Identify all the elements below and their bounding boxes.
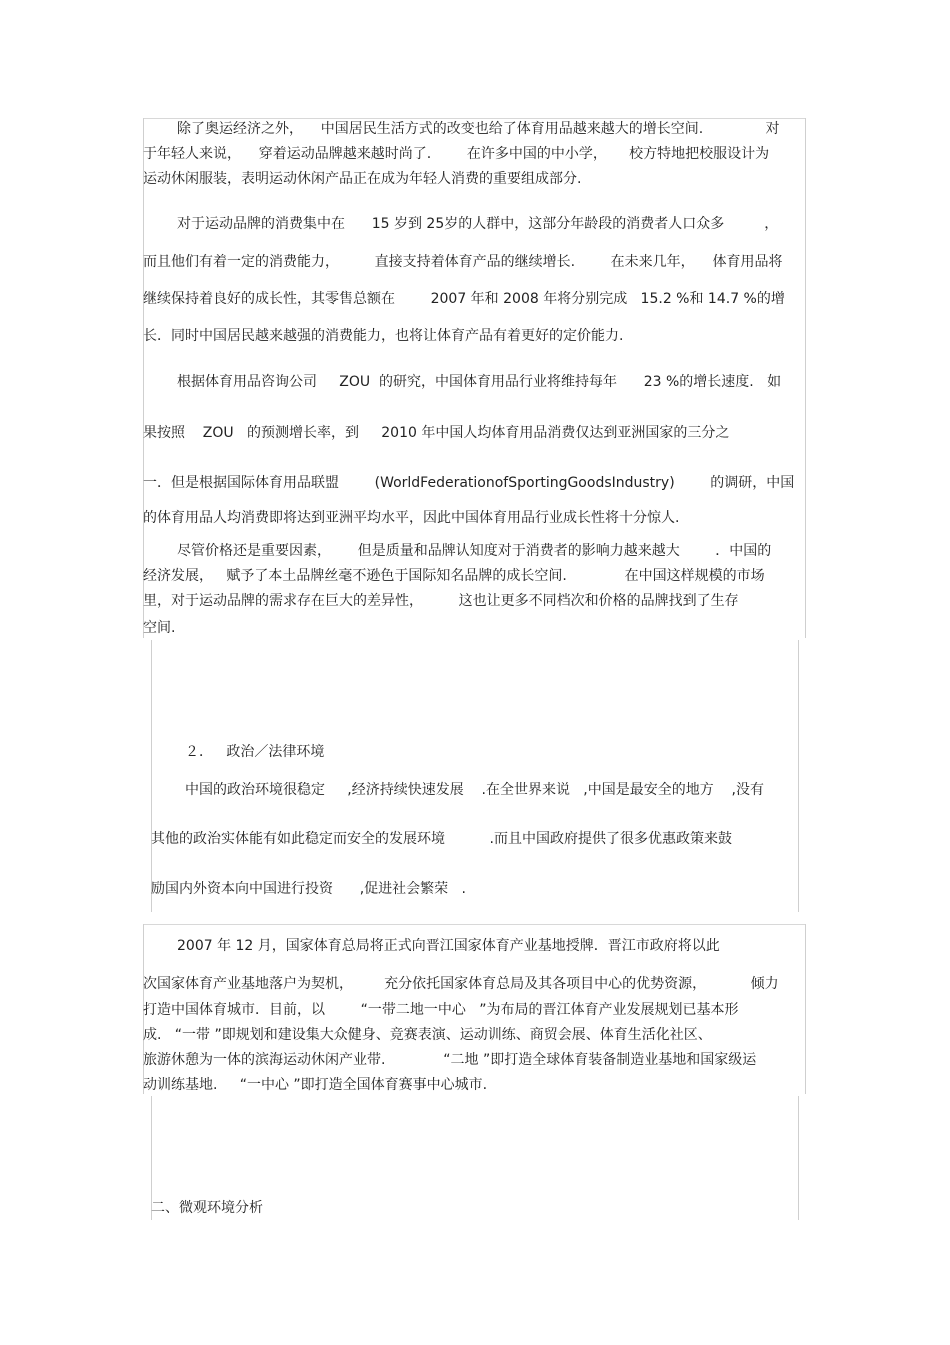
paragraph-4-line-4: 空间.	[143, 620, 176, 636]
frame-right-border-3	[805, 924, 806, 1094]
paragraph-6-line-5: 旅游休憩为一体的滨海运动休闲产业带. “二地 ”即打造全球体育装备制造业基地和国家级运	[143, 1052, 757, 1068]
paragraph-5-line-3: 励国内外资本向中国进行投资 ,促进社会繁荣 .	[151, 881, 466, 897]
frame-mid-border	[143, 924, 805, 925]
frame-right-border-4	[798, 1096, 799, 1220]
paragraph-6-line-4: 成. “一带 ”即规划和建设集大众健身、竞赛表演、运动训练、商贸会展、体育生活化社区、	[143, 1027, 712, 1043]
paragraph-6-line-1: 2007 年 12 月，国家体育总局将正式向晋江国家体育产业基地授牌．晋江市政府将以此	[177, 938, 720, 954]
paragraph-1-line-1: 除了奥运经济之外， 中国居民生活方式的改变也给了体育用品越来越大的增长空间. 对	[177, 121, 780, 137]
paragraph-5-line-1: 中国的政治环境很稳定 ,经济持续快速发展 .在全世界来说 ,中国是最安全的地方 ,没有	[185, 782, 765, 798]
frame-top-border	[143, 118, 805, 119]
frame-right-border-1	[805, 118, 806, 638]
paragraph-4-line-3: 里，对于运动品牌的需求存在巨大的差异性， 这也让更多不同档次和价格的品牌找到了生存	[143, 593, 739, 609]
frame-left-border-2	[151, 640, 152, 912]
paragraph-1-line-2: 于年轻人来说， 穿着运动品牌越来越时尚了. 在许多中国的中小学， 校方特地把校服设计为	[143, 146, 770, 162]
paragraph-2-line-1: 对于运动品牌的消费集中在 15 岁到 25岁的人群中，这部分年龄段的消费者人口众多 ，	[177, 216, 779, 232]
section-heading-political-legal: ２． 政治／法律环境	[185, 744, 325, 760]
frame-left-border-1	[143, 118, 144, 638]
paragraph-6-line-6: 动训练基地. “一中心 ”即打造全国体育赛事中心城市.	[143, 1077, 488, 1093]
paragraph-2-line-4: 长．同时中国居民越来越强的消费能力，也将让体育产品有着更好的定价能力.	[143, 328, 624, 344]
paragraph-3-line-1: 根据体育用品咨询公司 ZOU 的研究，中国体育用品行业将维持每年 23 %的增长速度. 如	[177, 374, 782, 390]
paragraph-4-line-2: 经济发展， 赋予了本土品牌丝毫不逊色于国际知名品牌的成长空间. 在中国这样规模的市场	[143, 568, 765, 584]
paragraph-2-line-2: 而且他们有着一定的消费能力， 直接支持着体育产品的继续增长. 在未来几年， 体育用品将	[143, 254, 783, 270]
section-heading-micro-environment: 二、微观环境分析	[151, 1200, 263, 1216]
paragraph-6-line-3: 打造中国体育城市．目前，以 “一带二地一中心 ”为布局的晋江体育产业发展规划已基本形	[143, 1002, 739, 1018]
paragraph-1-line-3: 运动休闲服装，表明运动休闲产品正在成为年轻人消费的重要组成部分.	[143, 171, 582, 187]
paragraph-3-line-2: 果按照 ZOU 的预测增长率，到 2010 年中国人均体育用品消费仅达到亚洲国家的三分之	[143, 425, 730, 441]
paragraph-5-line-2: 其他的政治实体能有如此稳定而安全的发展环境 .而且中国政府提供了很多优惠政策来鼓	[151, 831, 732, 847]
paragraph-3-line-3: 一．但是根据国际体育用品联盟 (WorldFederationofSportingGoodsIndustry) 的调研，中国	[143, 475, 795, 491]
paragraph-3-line-4: 的体育用品人均消费即将达到亚洲平均水平，因此中国体育用品行业成长性将十分惊人.	[143, 510, 680, 526]
frame-right-border-2	[798, 640, 799, 912]
paragraph-6-line-2: 次国家体育产业基地落户为契机， 充分依托国家体育总局及其各项目中心的优势资源， 倾力	[143, 976, 779, 992]
paragraph-4-line-1: 尽管价格还是重要因素， 但是质量和品牌认知度对于消费者的影响力越来越大 ．中国的	[177, 543, 772, 559]
paragraph-2-line-3: 继续保持着良好的成长性，其零售总额在 2007 年和 2008 年将分别完成 15.2 %和 14.7 %的增	[143, 291, 785, 307]
